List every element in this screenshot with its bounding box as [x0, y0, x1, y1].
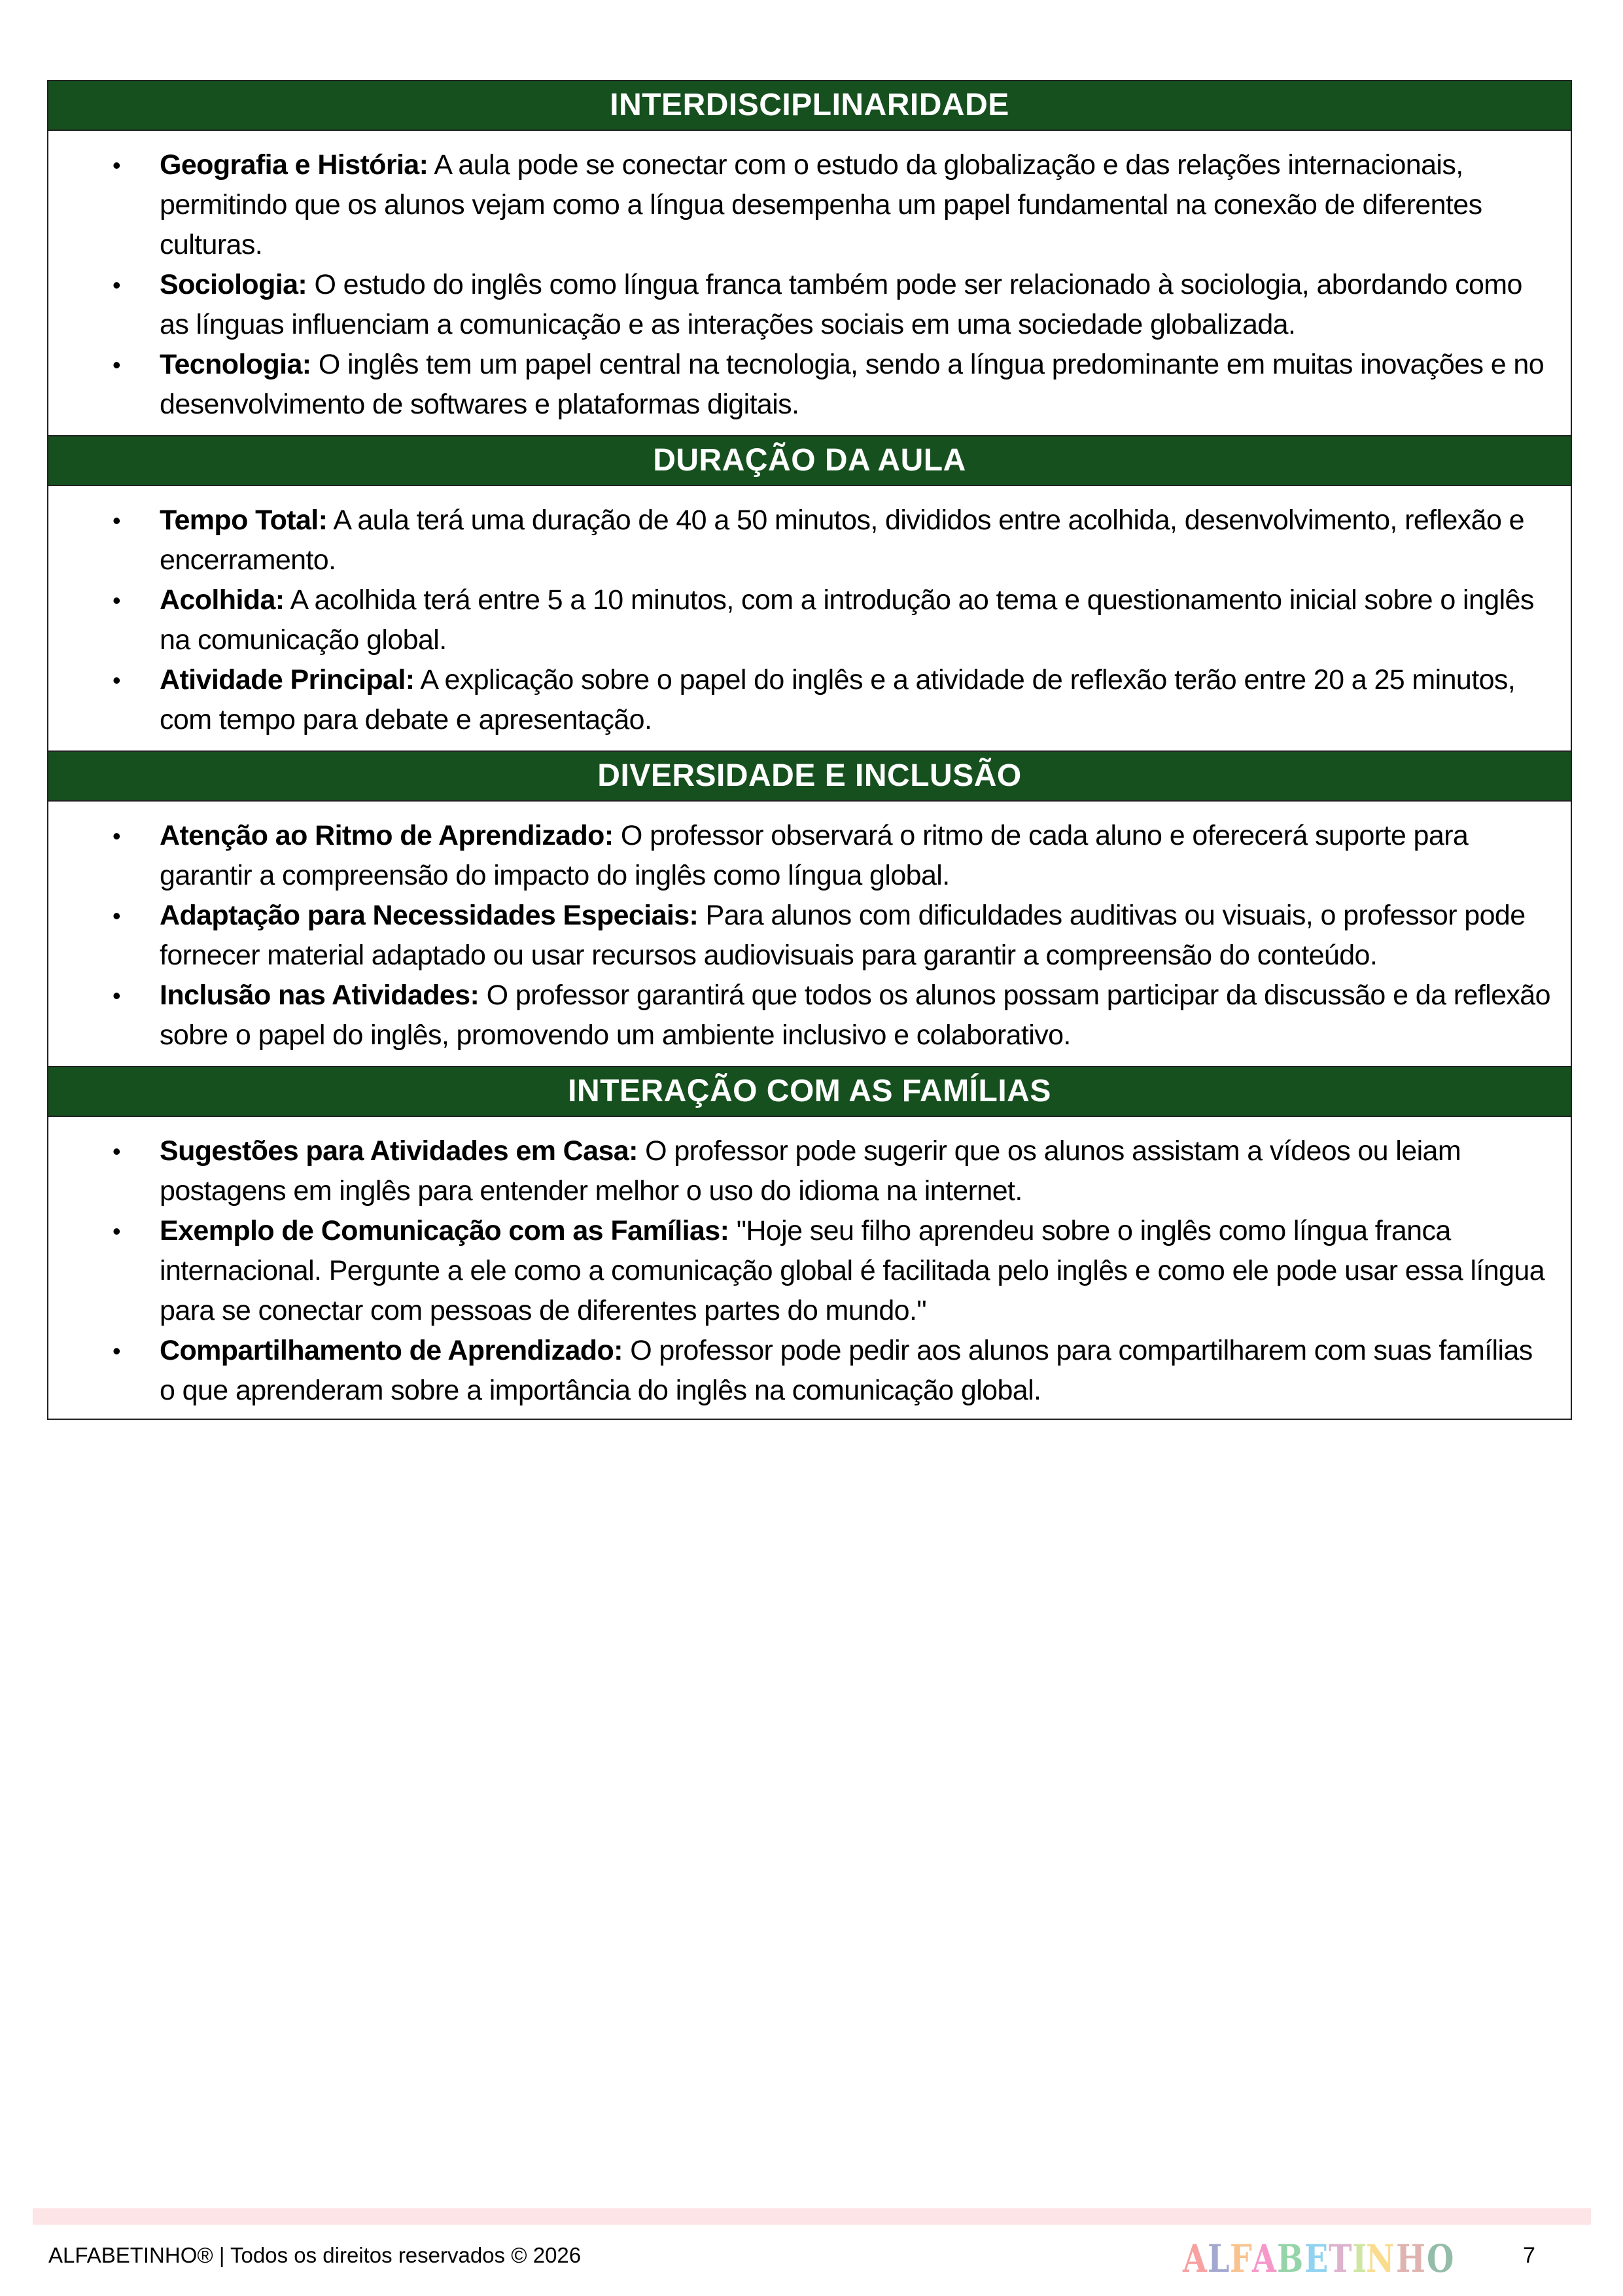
bullet-icon: • — [113, 1218, 121, 1245]
item-text: O professor observará o ritmo de cada aluno e oferecerá suporte para garantir a compreensão do impacto do inglês como língua global. — [160, 820, 1469, 891]
item-label: Acolhida: — [160, 584, 285, 616]
lesson-plan-table — [47, 80, 1572, 1420]
item-text: A aula terá uma duração de 40 a 50 minutos, divididos entre acolhida, desenvolvimento, reflexão e encerramento. — [160, 504, 1524, 576]
item-label: Atividade Principal: — [160, 664, 415, 696]
logo-letter: A — [1183, 2236, 1208, 2281]
logo-letter: I — [1352, 2236, 1368, 2281]
logo-letter: O — [1427, 2236, 1455, 2281]
bullet-icon: • — [113, 1337, 121, 1364]
item-text: O inglês tem um papel central na tecnologia, sendo a língua predominante em muitas inovações e no desenvolvimento de softwares e plataformas digitais. — [160, 349, 1544, 420]
logo-letter: H — [1395, 2236, 1426, 2281]
item-text: Para alunos com dificuldades auditivas ou visuais, o professor pode fornecer material adaptado ou usar recursos audiovisuais para garantir a compreensão do conteúdo. — [160, 900, 1526, 971]
bullet-icon: • — [113, 272, 121, 298]
item-label: Atenção ao Ritmo de Aprendizado: — [160, 820, 614, 851]
bullet-icon: • — [113, 822, 121, 849]
section-header-interdisciplinaridade: INTERDISCIPLINARIDADE — [48, 81, 1571, 131]
item-label: Geografia e História: — [160, 149, 428, 181]
logo-letter: E — [1304, 2236, 1329, 2281]
item-text: A acolhida terá entre 5 a 10 minutos, com a introdução ao tema e questionamento inicial sobre o inglês na comunicação global. — [160, 584, 1534, 656]
bullet-icon: • — [113, 351, 121, 378]
bullet-icon: • — [113, 667, 121, 694]
item-text: "Hoje seu filho aprendeu sobre o inglês como língua franca internacional. Pergunte a ele como a comunicação global é facilitada pelo inglês e como ele pode usar essa língua para se conectar com pessoas de diferentes partes do mundo." — [160, 1215, 1545, 1326]
logo-letter: N — [1365, 2236, 1395, 2281]
list-item — [68, 580, 1551, 660]
item-label: Exemplo de Comunicação com as Famílias: — [160, 1215, 729, 1246]
brand-logo — [1183, 2236, 1456, 2281]
list-item — [68, 501, 1551, 580]
list-item — [68, 1331, 1551, 1411]
item-text: O professor pode pedir aos alunos para compartilharem com suas famílias o que aprenderam sobre a importância do inglês na comunicação global. — [160, 1335, 1533, 1406]
page-number: 7 — [1523, 2243, 1535, 2268]
item-label: Sugestões para Atividades em Casa: — [160, 1135, 638, 1167]
item-text: O professor pode sugerir que os alunos assistam a vídeos ou leiam postagens em inglês para entender melhor o uso do idioma na internet. — [160, 1135, 1461, 1207]
item-text: O estudo do inglês como língua franca também pode ser relacionado à sociologia, abordando como as línguas influenciam a comunicação e as interações sociais em uma sociedade globalizada. — [160, 269, 1522, 340]
logo-letter: B — [1277, 2236, 1304, 2281]
item-label: Tecnologia: — [160, 349, 311, 380]
item-label: Adaptação para Necessidades Especiais: — [160, 900, 699, 931]
footer-copyright: ALFABETINHO® | Todos os direitos reservados © 2026 — [48, 2243, 582, 2267]
section-body-interacao-com-as-familias — [48, 1117, 1571, 1419]
list-item — [68, 660, 1551, 740]
list-item — [68, 1211, 1551, 1331]
list-item — [68, 976, 1551, 1055]
list-item — [68, 1131, 1551, 1211]
item-text: A explicação sobre o papel do inglês e a atividade de reflexão terão entre 20 a 25 minutos, com tempo para debate e apresentação. — [160, 664, 1516, 735]
section-body-interdisciplinaridade — [48, 131, 1571, 436]
bullet-icon: • — [113, 1138, 121, 1165]
logo-letter: A — [1251, 2236, 1277, 2281]
footer-divider — [33, 2208, 1591, 2225]
section-header-diversidade-e-inclusao: DIVERSIDADE E INCLUSÃO — [48, 752, 1571, 802]
logo-letter: T — [1329, 2236, 1353, 2281]
bullet-icon: • — [113, 902, 121, 929]
list-item — [68, 345, 1551, 425]
item-label: Inclusão nas Atividades: — [160, 980, 480, 1011]
logo-letter: F — [1229, 2236, 1253, 2281]
item-text: A aula pode se conectar com o estudo da globalização e das relações internacionais, permitindo que os alunos vejam como a língua desempenha um papel fundamental na conexão de diferentes culturas. — [160, 149, 1482, 260]
bullet-icon: • — [113, 982, 121, 1009]
list-item — [68, 145, 1551, 265]
section-header-duracao-da-aula: DURAÇÃO DA AULA — [48, 436, 1571, 486]
item-label: Tempo Total: — [160, 504, 328, 536]
section-body-duracao-da-aula — [48, 486, 1571, 752]
item-label: Sociologia: — [160, 269, 307, 300]
list-item — [68, 265, 1551, 345]
bullet-icon: • — [113, 587, 121, 614]
bullet-icon: • — [113, 507, 121, 534]
section-body-diversidade-e-inclusao — [48, 802, 1571, 1067]
section-header-interacao-com-as-familias: INTERAÇÃO COM AS FAMÍLIAS — [48, 1067, 1571, 1117]
bullet-icon: • — [113, 152, 121, 179]
item-label: Compartilhamento de Aprendizado: — [160, 1335, 623, 1366]
list-item — [68, 816, 1551, 896]
item-text: O professor garantirá que todos os alunos possam participar da discussão e da reflexão sobre o papel do inglês, promovendo um ambiente inclusivo e colaborativo. — [160, 980, 1550, 1051]
logo-letter: L — [1208, 2236, 1230, 2281]
list-item — [68, 896, 1551, 976]
